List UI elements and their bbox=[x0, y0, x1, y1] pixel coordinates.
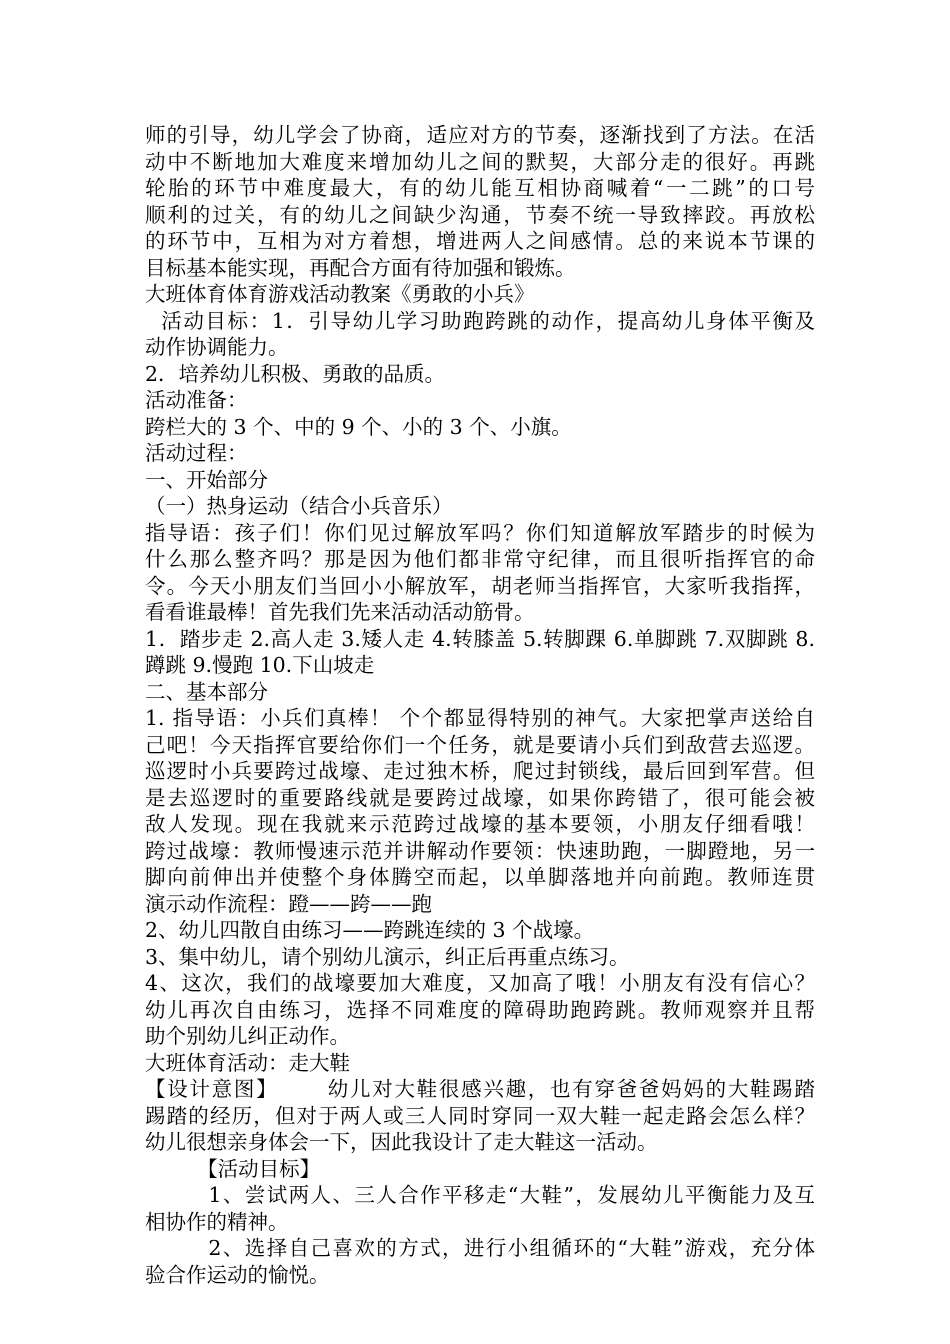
text-line: 相协作的精神。 bbox=[145, 1209, 289, 1234]
text-line: 幼儿再次自由练习，选择不同难度的障碍助跑跨跳。教师观察并且帮 bbox=[145, 997, 815, 1022]
text-line: 看看谁最棒！首先我们先来活动活动筋骨。 bbox=[145, 600, 535, 624]
text-line: 助个别幼儿纠正动作。 bbox=[145, 1024, 350, 1048]
text-line: 二、基本部分 bbox=[145, 679, 268, 704]
text-line: 指导语：孩子们！你们见过解放军吗？你们知道解放军踏步的时候为 bbox=[145, 520, 815, 545]
text-line: 1、尝试两人、三人合作平移走“大鞋”，发展幼儿平衡能力及互 bbox=[145, 1183, 815, 1207]
text-line: 验合作运动的愉悦。 bbox=[145, 1262, 330, 1287]
text-line: 的环节中，互相为对方着想，增进两人之间感情。总的来说本节课的 bbox=[145, 229, 815, 253]
text-line: 演示动作流程：蹬——跨——跑 bbox=[145, 891, 432, 916]
text-line: 己吧！今天指挥官要给你们一个任务，就是要请小兵们到敌营去巡逻。 bbox=[145, 732, 815, 757]
text-line: 活动过程： bbox=[145, 441, 248, 465]
text-line: 跨栏大的 3 个、中的 9 个、小的 3 个、小旗。 bbox=[145, 414, 572, 439]
text-line: 活动准备： bbox=[145, 388, 248, 412]
text-line: 一、开始部分 bbox=[145, 467, 268, 492]
text-line: 跨过战壕：教师慢速示范并讲解动作要领：快速助跑，一脚蹬地，另一 bbox=[145, 838, 815, 863]
text-line: 顺利的过关，有的幼儿之间缺少沟通，节奏不统一导致摔跤。再放松 bbox=[145, 202, 815, 227]
text-line: 活动目标：1．引导幼儿学习助跑跨跳的动作，提高幼儿身体平衡及 bbox=[145, 308, 815, 333]
text-line: 幼儿很想亲身体会一下，因此我设计了走大鞋这一活动。 bbox=[145, 1130, 658, 1154]
text-line: 巡逻时小兵要跨过战壕、走过独木桥，爬过封锁线，最后回到军营。但 bbox=[145, 759, 815, 783]
section-title: 大班体育活动：走大鞋 bbox=[145, 1050, 350, 1075]
text-line: 师的引导，幼儿学会了协商，适应对方的节奏，逐渐找到了方法。在活 bbox=[145, 123, 815, 147]
text-line: 踢踏的经历，但对于两人或三人同时穿同一双大鞋一起走路会怎么样？ bbox=[145, 1103, 815, 1128]
text-line: 3、集中幼儿，请个别幼儿演示，纠正后再重点练习。 bbox=[145, 944, 630, 969]
document-body bbox=[145, 122, 815, 1288]
text-line: 是去巡逻时的重要路线就是要跨过战壕，如果你跨错了，很可能会被 bbox=[145, 785, 815, 810]
text-line: 蹲跳 9.慢跑 10.下山坡走 bbox=[145, 653, 375, 677]
text-line: 什么那么整齐吗？那是因为他们都非常守纪律，而且很听指挥官的命 bbox=[145, 547, 815, 571]
text-line: （一）热身运动（结合小兵音乐） bbox=[145, 494, 453, 518]
text-line: 动中不断地加大难度来增加幼儿之间的默契，大部分走的很好。再跳 bbox=[145, 149, 815, 174]
text-line: 4、这次，我们的战壕要加大难度，又加高了哦！小朋友有没有信心？ bbox=[145, 971, 815, 995]
text-line: 脚向前伸出并使整个身体腾空而起，以单脚落地并向前跑。教师连贯 bbox=[145, 865, 815, 889]
text-line: 目标基本能实现，再配合方面有待加强和锻炼。 bbox=[145, 255, 576, 280]
text-line: 2、选择自己喜欢的方式，进行小组循环的“大鞋”游戏，充分体 bbox=[145, 1236, 815, 1260]
text-line: 动作协调能力。 bbox=[145, 335, 289, 359]
text-line: 【设计意图】 幼儿对大鞋很感兴趣，也有穿爸爸妈妈的大鞋踢踏 bbox=[145, 1077, 815, 1101]
text-line: 轮胎的环节中难度最大，有的幼儿能互相协商喊着“一二跳”的口号 bbox=[145, 176, 815, 200]
text-line: 1．踏步走 2.高人走 3.矮人走 4.转膝盖 5.转脚踝 6.单脚跳 7.双脚跳 8. bbox=[145, 626, 815, 651]
text-line: 2、幼儿四散自由练习——跨跳连续的 3 个战壕。 bbox=[145, 918, 595, 942]
text-line: 2．培养幼儿积极、勇敢的品质。 bbox=[145, 361, 446, 386]
text-line: 敌人发现。现在我就来示范跨过战壕的基本要领，小朋友仔细看哦！ bbox=[145, 812, 815, 836]
text-line: 【活动目标】 bbox=[145, 1156, 321, 1181]
text-line: 1. 指导语：小兵们真棒！ 个个都显得特别的神气。大家把掌声送给自 bbox=[145, 706, 815, 730]
text-line: 令。今天小朋友们当回小小解放军，胡老师当指挥官，大家听我指挥， bbox=[145, 573, 815, 598]
section-title: 大班体育体育游戏活动教案《勇敢的小兵》 bbox=[145, 282, 535, 306]
